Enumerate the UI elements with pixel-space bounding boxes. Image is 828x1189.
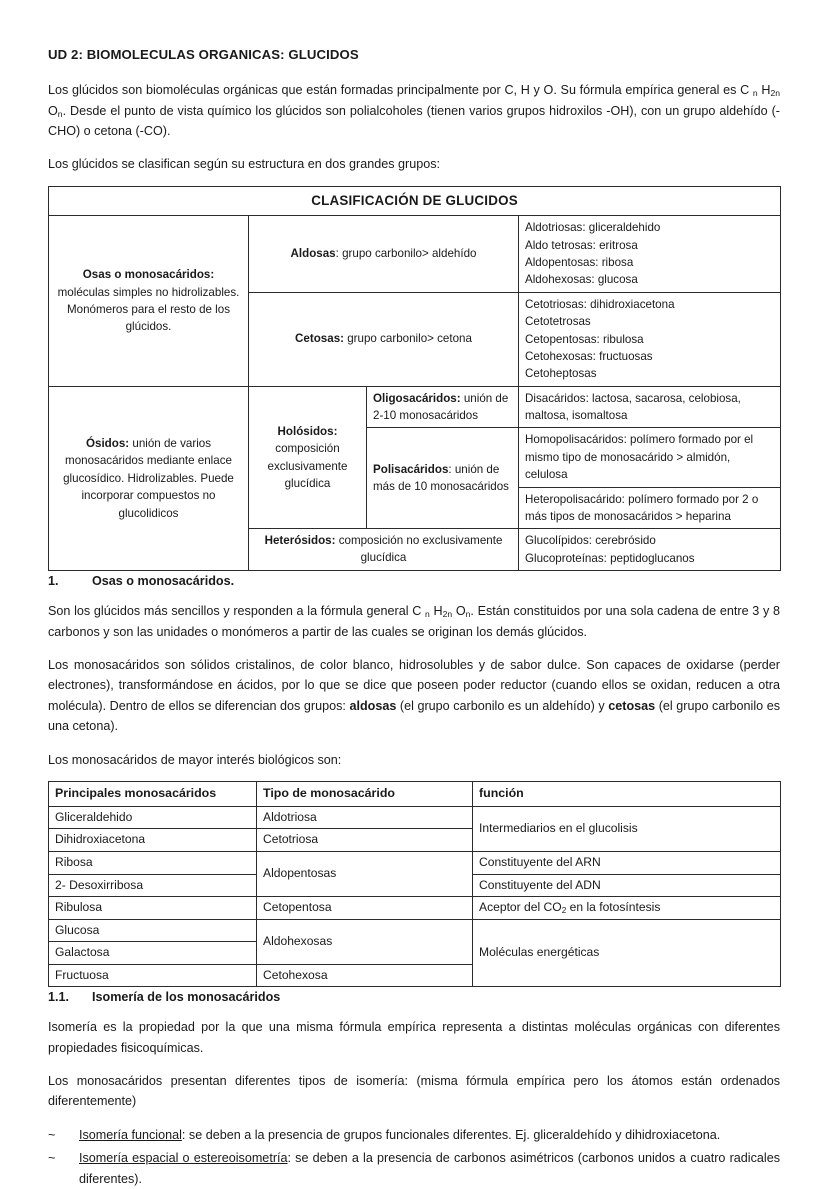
cell-type: Cetotriosa xyxy=(257,829,473,852)
intro-text-d: . Desde el punto de vista químico los glúcidos son polialcoholes (tienen varios grupos hidroxilos -OH), con un grupo aldehído (-CHO) o cetona (-CO). xyxy=(48,103,780,138)
cell-function: Moléculas energéticas xyxy=(473,919,781,987)
column-header-type: Tipo de monosacárido xyxy=(257,781,473,806)
list-item: Aldo tetrosas: eritrosa xyxy=(525,238,638,252)
cell-type: Aldohexosas xyxy=(257,919,473,964)
cell-type: Aldopentosas xyxy=(257,851,473,896)
cell-heterosidos-detail xyxy=(519,529,781,571)
polisacaridos-description: : unión de más de 10 monosacáridos xyxy=(373,463,509,494)
cell-function: Intermediarios en el glucolisis xyxy=(473,806,781,851)
list-item: Cetoheptosas xyxy=(525,367,597,381)
aldosas-description: : grupo carbonilo> aldehído xyxy=(335,246,477,260)
table-row-oligosacaridos xyxy=(49,386,781,428)
cell-name: Fructuosa xyxy=(49,964,257,987)
s1p1-text-c: O xyxy=(452,604,466,619)
s1p1-text-d: . Están constituidos por una sola cadena de entre 3 y 8 carbonos y son las unidades o monómeros a partir de las cuales se originan los demás glúcidos. xyxy=(48,604,781,639)
bullet-text: : se deben a la presencia de carbonos asimétricos (carbonos unidos a cuatro radicales diferentes). xyxy=(79,1151,780,1186)
section-1-1-heading xyxy=(48,990,780,1004)
section-1-heading xyxy=(48,574,780,588)
table-row xyxy=(49,897,781,920)
table-row-aldosas xyxy=(49,216,781,293)
intro-text-a: Los glúcidos son biomoléculas orgánicas que están formadas principalmente por C, H y O. Su fórmula empírica general es C xyxy=(48,83,750,98)
cell-name: Glucosa xyxy=(49,919,257,942)
holosidos-lead: Holósidos: xyxy=(277,424,338,438)
classification-table xyxy=(48,186,781,571)
s1p1-text-b: H xyxy=(429,604,443,619)
cell-name: Gliceraldehido xyxy=(49,806,257,829)
cell-name: Ribosa xyxy=(49,851,257,874)
section-1-paragraph-3: Los monosacáridos de mayor interés biológicos son: xyxy=(48,752,342,767)
cell-holosidos xyxy=(249,386,367,529)
co2-subscript: 2 xyxy=(561,905,567,915)
bullet-term: Isomería espacial o estereoisometría xyxy=(79,1151,288,1166)
intro-paragraph-classification: Los glúcidos se clasifican según su estructura en dos grandes grupos: xyxy=(48,157,441,172)
bullet-body xyxy=(79,1148,780,1189)
formula-sub-n: n xyxy=(425,609,430,620)
monosaccharides-table xyxy=(48,781,781,987)
oligosacaridos-description: unión de 2-10 monosacáridos xyxy=(373,391,509,423)
table-header-row xyxy=(49,781,781,806)
cell-function: Constituyente del ARN xyxy=(473,851,781,874)
list-item: Glucolípidos: cerebrósido xyxy=(525,534,656,548)
cell-name: Galactosa xyxy=(49,942,257,965)
s1p2-bold-aldosas: aldosas xyxy=(349,698,397,713)
section-1-1-number: 1.1. xyxy=(48,990,70,1005)
tilde-bullet-icon: ~ xyxy=(48,1127,56,1142)
osidos-description: unión de varios monosacáridos mediante enlace glucosídico. Hidrolizables. Puede incorporar compuestos no glucolidicos xyxy=(63,436,234,520)
classification-table-title: CLASIFICACIÓN DE GLUCIDOS xyxy=(49,186,781,215)
section-1-paragraph-2 xyxy=(48,655,780,737)
section-1-1-paragraph-2: Los monosacáridos presentan diferentes tipos de isomería: (misma fórmula empírica pero los átomos están ordenados diferentemente) xyxy=(48,1073,780,1109)
s1p1-text-a: Son los glúcidos más sencillos y responden a la fórmula general C xyxy=(48,604,422,619)
cell-homopolisacaridos: Homopolisacáridos: polímero formado por el mismo tipo de monosacárido > almidón, celulosa xyxy=(519,428,781,487)
list-item: Glucoproteínas: peptidoglucanos xyxy=(525,551,695,565)
cell-type: Aldotriosa xyxy=(257,806,473,829)
bullet-text: : se deben a la presencia de grupos funcionales diferentes. Ej. gliceraldehído y dihidroxiacetona. xyxy=(181,1127,721,1142)
s1p2-text-c: (el grupo carbonilo es una cetona). xyxy=(48,698,781,734)
formula-sub-n2: n xyxy=(465,609,471,620)
section-1-1-paragraph-1: Isomería es la propiedad por la que una misma fórmula empírica representa a distintas moléculas orgánicas con diferentes propiedades fisicoquímicas. xyxy=(48,1020,780,1055)
cell-heterosidos xyxy=(249,529,519,571)
list-item: Cetotetrosas xyxy=(525,315,591,329)
formula-sub-2n: 2n xyxy=(442,609,453,620)
section-1-number: 1. xyxy=(48,574,59,589)
cell-name: Dihidroxiacetona xyxy=(49,829,257,852)
column-header-name: Principales monosacáridos xyxy=(49,781,257,806)
cell-type: Cetopentosa xyxy=(257,897,473,920)
cetosas-lead: Cetosas: xyxy=(295,331,344,345)
list-item: Aldotriosas: gliceraldehido xyxy=(525,221,661,235)
s1p2-bold-cetosas: cetosas xyxy=(608,698,656,713)
section-1-title: Osas o monosacáridos. xyxy=(92,574,235,589)
section-1-1-title: Isomería de los monosacáridos xyxy=(92,990,281,1005)
intro-text-c: O xyxy=(48,103,58,118)
cell-function: Constituyente del ADN xyxy=(473,874,781,897)
page-title: UD 2: BIOMOLECULAS ORGANICAS: GLUCIDOS xyxy=(48,47,359,62)
osas-lead: Osas o monosacáridos: xyxy=(82,268,215,282)
formula-sub-n2: n xyxy=(57,108,63,119)
holosidos-description: composición exclusivamente glucídica xyxy=(267,442,348,490)
osidos-lead: Ósidos: xyxy=(85,436,130,450)
column-header-function: función xyxy=(473,781,781,806)
cell-function xyxy=(473,897,781,920)
cell-osas xyxy=(49,216,249,387)
s1p2-text-b: (el grupo carbonilo es un aldehído) y xyxy=(396,698,609,713)
table-row xyxy=(49,919,781,942)
list-item: Cetotriosas: dihidroxiacetona xyxy=(525,297,675,311)
aldosas-lead: Aldosas xyxy=(290,246,336,260)
cell-type: Cetohexosa xyxy=(257,964,473,987)
list-item: Aldohexosas: glucosa xyxy=(525,273,638,287)
formula-sub-2n: 2n xyxy=(770,88,781,99)
intro-paragraph-formula xyxy=(48,80,780,141)
cell-osidos xyxy=(49,386,249,571)
list-item: Aldopentosas: ribosa xyxy=(525,255,634,269)
bullet-body xyxy=(79,1125,780,1145)
heterosidos-lead: Heterósidos: xyxy=(264,534,336,547)
bullet-term: Isomería funcional xyxy=(79,1127,182,1142)
cell-cetosas-items xyxy=(519,292,781,386)
list-item xyxy=(48,1125,780,1145)
list-item: Cetopentosas: ribulosa xyxy=(525,332,644,346)
cell-oligosacaridos-detail: Disacáridos: lactosa, sacarosa, celobiosa, maltosa, isomaltosa xyxy=(519,386,781,428)
table-row-title xyxy=(49,186,781,215)
s1p2-text-a: Los monosacáridos son sólidos cristalinos, de color blanco, hidrosolubles y de sabor dulce. Son capaces de oxidarse (perder electrones), transformándose en ácidos, por lo que se dice que poseen poder reductor (cuando ellos se oxidan, reducen a otra molécula). Dentro de ellos se diferencian dos grupos: xyxy=(48,657,780,713)
cell-aldosas xyxy=(249,216,519,293)
oligosacaridos-lead: Oligosacáridos: xyxy=(373,391,461,405)
cell-name: Ribulosa xyxy=(49,897,257,920)
section-1-paragraph-1 xyxy=(48,601,780,642)
list-item: Cetohexosas: fructuosas xyxy=(525,349,653,363)
isomeria-bullet-list xyxy=(48,1125,780,1189)
cetosas-description: grupo carbonilo> cetona xyxy=(344,331,472,345)
cell-polisacaridos xyxy=(367,428,519,529)
formula-sub-n: n xyxy=(752,88,758,99)
cell-oligosacaridos xyxy=(367,386,519,428)
osas-description: moléculas simples no hidrolizables. Monómeros para el resto de los glúcidos. xyxy=(57,285,240,334)
cell-heteropolisacaridos: Heteropolisacárido: polímero formado por 2 o más tipos de monosacáridos > heparina xyxy=(519,487,781,529)
heterosidos-description: composición no exclusivamente glucídica xyxy=(335,534,503,564)
intro-text-b: H xyxy=(757,83,771,98)
function-text-a: Aceptor del CO xyxy=(479,900,562,915)
cell-cetosas xyxy=(249,292,519,386)
tilde-bullet-icon: ~ xyxy=(48,1151,56,1166)
polisacaridos-lead: Polisacáridos xyxy=(373,463,449,477)
table-row xyxy=(49,851,781,874)
table-row xyxy=(49,806,781,829)
cell-name: 2- Desoxirribosa xyxy=(49,874,257,897)
cell-aldosas-items xyxy=(519,216,781,293)
function-text-b: en la fotosíntesis xyxy=(566,900,661,915)
list-item xyxy=(48,1148,780,1189)
